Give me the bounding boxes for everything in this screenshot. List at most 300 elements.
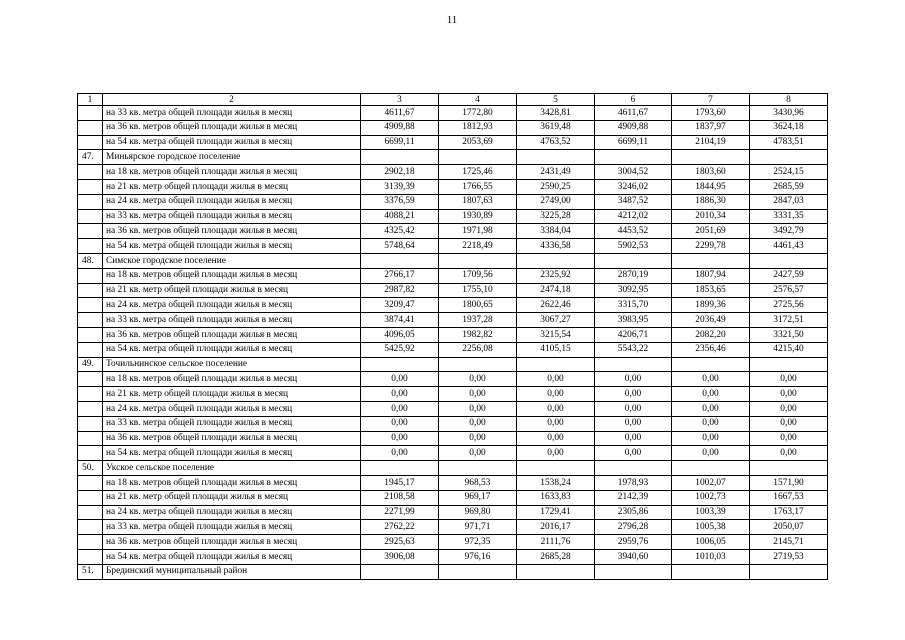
value-cell: 0,00 [672,387,750,402]
row-label: на 18 кв. метров общей площади жилья в месяц [103,268,361,283]
table-row [78,431,828,446]
value-cell: 4909,88 [361,120,439,135]
row-index: 50. [78,461,103,476]
value-cell: 0,00 [750,431,828,446]
row-index [78,179,103,194]
value-cell: 0,00 [595,372,672,387]
table-row [78,253,828,268]
value-cell: 1763,17 [750,505,828,520]
row-label: на 24 кв. метра общей площади жилья в месяц [103,298,361,313]
value-cell: 0,00 [517,372,595,387]
value-cell: 2431,49 [517,165,595,180]
value-cell: 3430,96 [750,106,828,121]
column-header: 3 [361,94,439,106]
row-label: на 36 кв. метров общей площади жилья в месяц [103,535,361,550]
value-cell: 5543,22 [595,342,672,357]
value-cell: 1709,56 [439,268,517,283]
table-row [78,357,828,372]
data-table [77,93,828,580]
value-cell [750,564,828,579]
value-cell: 969,17 [439,490,517,505]
value-cell: 1755,10 [439,283,517,298]
row-label: на 24 кв. метра общей площади жилья в месяц [103,194,361,209]
row-label: на 36 кв. метров общей площади жилья в месяц [103,327,361,342]
value-cell: 4611,67 [595,106,672,121]
value-cell: 2524,15 [750,165,828,180]
value-cell: 3983,95 [595,313,672,328]
table-row [78,224,828,239]
value-cell: 0,00 [672,416,750,431]
row-index [78,387,103,402]
row-index [78,446,103,461]
value-cell: 3619,48 [517,120,595,135]
table-row [78,194,828,209]
value-cell: 2111,76 [517,535,595,550]
value-cell: 1803,60 [672,165,750,180]
value-cell: 0,00 [517,416,595,431]
row-index [78,135,103,150]
value-cell [517,150,595,165]
table-row [78,446,828,461]
value-cell: 2766,17 [361,268,439,283]
row-label: на 21 кв. метр общей площади жилья в месяц [103,283,361,298]
row-label: Укское сельское поселение [103,461,361,476]
value-cell: 2104,19 [672,135,750,150]
value-cell: 972,35 [439,535,517,550]
row-index [78,431,103,446]
row-index [78,535,103,550]
value-cell: 4215,40 [750,342,828,357]
value-cell: 0,00 [361,416,439,431]
value-cell: 4325,42 [361,224,439,239]
value-cell [595,150,672,165]
value-cell: 2016,17 [517,520,595,535]
value-cell [439,357,517,372]
table-row [78,342,828,357]
value-cell: 2082,20 [672,327,750,342]
table-row [78,387,828,402]
value-cell: 0,00 [595,387,672,402]
value-cell: 0,00 [750,401,828,416]
value-cell: 3874,41 [361,313,439,328]
value-cell: 2108,58 [361,490,439,505]
page-number: 11 [446,14,458,26]
row-label: на 54 кв. метра общей площади жилья в месяц [103,549,361,564]
row-index: 47. [78,150,103,165]
value-cell: 4336,58 [517,239,595,254]
table-row [78,106,828,121]
value-cell: 2847,03 [750,194,828,209]
value-cell [361,253,439,268]
value-cell: 0,00 [517,431,595,446]
table-row [78,461,828,476]
value-cell: 0,00 [595,416,672,431]
value-cell: 2053,69 [439,135,517,150]
row-index [78,120,103,135]
row-label: Точильнинское сельское поселение [103,357,361,372]
column-header: 2 [103,94,361,106]
row-index [78,283,103,298]
table-row [78,239,828,254]
value-cell: 0,00 [439,372,517,387]
value-cell: 3246,02 [595,179,672,194]
value-cell: 2145,71 [750,535,828,550]
value-cell: 1729,41 [517,505,595,520]
value-cell: 2576,57 [750,283,828,298]
value-cell: 3906,08 [361,549,439,564]
value-cell: 1807,94 [672,268,750,283]
value-cell: 2305,86 [595,505,672,520]
row-index [78,401,103,416]
column-header: 7 [672,94,750,106]
value-cell [517,357,595,372]
value-cell: 3624,18 [750,120,828,135]
value-cell: 4096,05 [361,327,439,342]
value-cell: 2051,69 [672,224,750,239]
value-cell: 3376,59 [361,194,439,209]
value-cell: 3215,54 [517,327,595,342]
table-row [78,135,828,150]
value-cell: 1978,93 [595,475,672,490]
value-cell: 5748,64 [361,239,439,254]
value-cell [750,150,828,165]
value-cell: 0,00 [672,401,750,416]
value-cell: 1886,30 [672,194,750,209]
value-cell: 3940,60 [595,549,672,564]
value-cell: 2142,39 [595,490,672,505]
row-index [78,313,103,328]
value-cell [361,564,439,579]
value-cell [517,461,595,476]
value-cell [672,357,750,372]
table-row [78,372,828,387]
value-cell: 5902,53 [595,239,672,254]
value-cell: 2685,28 [517,549,595,564]
value-cell: 969,80 [439,505,517,520]
value-cell: 2870,19 [595,268,672,283]
value-cell: 971,71 [439,520,517,535]
row-index [78,209,103,224]
value-cell: 0,00 [517,446,595,461]
value-cell: 0,00 [595,446,672,461]
value-cell: 3172,51 [750,313,828,328]
value-cell: 0,00 [672,431,750,446]
row-label: на 33 кв. метра общей площади жилья в месяц [103,313,361,328]
value-cell: 3492,79 [750,224,828,239]
row-index [78,505,103,520]
value-cell: 0,00 [361,387,439,402]
value-cell: 3004,52 [595,165,672,180]
table-row [78,313,828,328]
row-index [78,268,103,283]
value-cell: 0,00 [517,387,595,402]
value-cell: 2590,25 [517,179,595,194]
value-cell: 0,00 [750,372,828,387]
table-row [78,520,828,535]
value-cell: 1010,03 [672,549,750,564]
value-cell: 1003,39 [672,505,750,520]
row-index [78,342,103,357]
row-label: на 36 кв. метров общей площади жилья в месяц [103,224,361,239]
value-cell: 2925,63 [361,535,439,550]
row-index [78,224,103,239]
value-cell: 0,00 [750,416,828,431]
value-cell: 2959,76 [595,535,672,550]
row-label: на 33 кв. метра общей площади жилья в месяц [103,416,361,431]
value-cell: 3428,81 [517,106,595,121]
value-cell: 1633,83 [517,490,595,505]
value-cell [750,357,828,372]
value-cell: 1538,24 [517,475,595,490]
value-cell [439,253,517,268]
value-cell [361,357,439,372]
value-cell: 3321,50 [750,327,828,342]
column-header: 8 [750,94,828,106]
value-cell: 0,00 [361,372,439,387]
row-index [78,106,103,121]
table-row [78,283,828,298]
value-cell: 0,00 [439,431,517,446]
row-label: на 24 кв. метра общей площади жилья в месяц [103,505,361,520]
value-cell: 2902,18 [361,165,439,180]
value-cell: 2796,28 [595,520,672,535]
value-cell: 1937,28 [439,313,517,328]
row-index [78,298,103,313]
row-label: на 54 кв. метра общей площади жилья в месяц [103,135,361,150]
value-cell: 2299,78 [672,239,750,254]
value-cell: 1772,80 [439,106,517,121]
value-cell: 4909,88 [595,120,672,135]
value-cell: 0,00 [750,446,828,461]
row-label: на 33 кв. метра общей площади жилья в месяц [103,520,361,535]
value-cell: 0,00 [672,446,750,461]
value-cell: 3092,95 [595,283,672,298]
table-body [78,94,828,580]
table-row [78,150,828,165]
value-cell: 0,00 [439,401,517,416]
table-row [78,564,828,579]
value-cell: 1002,07 [672,475,750,490]
row-index: 48. [78,253,103,268]
row-index [78,165,103,180]
value-cell: 2036,49 [672,313,750,328]
value-cell: 0,00 [595,431,672,446]
table-row [78,505,828,520]
table-row [78,179,828,194]
row-index [78,416,103,431]
value-cell: 1945,17 [361,475,439,490]
row-label: на 54 кв. метра общей площади жилья в месяц [103,239,361,254]
value-cell: 6699,11 [361,135,439,150]
value-cell: 1930,89 [439,209,517,224]
row-label: на 21 кв. метр общей площади жилья в месяц [103,179,361,194]
value-cell: 3139,39 [361,179,439,194]
value-cell: 1667,53 [750,490,828,505]
value-cell: 4611,67 [361,106,439,121]
row-index [78,520,103,535]
value-cell: 3225,28 [517,209,595,224]
table-row [78,549,828,564]
value-cell: 0,00 [361,401,439,416]
value-cell: 968,53 [439,475,517,490]
value-cell: 4088,21 [361,209,439,224]
value-cell [517,564,595,579]
value-cell: 3331,35 [750,209,828,224]
column-header: 1 [78,94,103,106]
table-row [78,535,828,550]
row-index: 51. [78,564,103,579]
value-cell: 1982,82 [439,327,517,342]
value-cell: 2719,53 [750,549,828,564]
value-cell: 0,00 [595,401,672,416]
row-label: на 54 кв. метра общей площади жилья в месяц [103,342,361,357]
value-cell: 1725,46 [439,165,517,180]
row-index: 49. [78,357,103,372]
value-cell: 0,00 [439,416,517,431]
value-cell: 2725,56 [750,298,828,313]
value-cell: 3067,27 [517,313,595,328]
value-cell: 0,00 [361,446,439,461]
value-cell [672,253,750,268]
table-row [78,327,828,342]
value-cell: 2987,82 [361,283,439,298]
row-index [78,549,103,564]
value-cell [750,253,828,268]
value-cell: 3384,04 [517,224,595,239]
row-index [78,372,103,387]
value-cell: 3209,47 [361,298,439,313]
row-label: на 21 кв. метр общей площади жилья в месяц [103,490,361,505]
value-cell [595,253,672,268]
value-cell: 4763,52 [517,135,595,150]
value-cell: 0,00 [361,431,439,446]
row-label: на 24 кв. метра общей площади жилья в месяц [103,401,361,416]
value-cell: 2762,22 [361,520,439,535]
value-cell: 2356,46 [672,342,750,357]
row-label: на 18 кв. метров общей площади жилья в месяц [103,165,361,180]
value-cell: 1006,05 [672,535,750,550]
value-cell: 3315,70 [595,298,672,313]
row-label: на 36 кв. метров общей площади жилья в месяц [103,120,361,135]
value-cell: 5425,92 [361,342,439,357]
value-cell: 6699,11 [595,135,672,150]
value-cell: 3487,52 [595,194,672,209]
value-cell [439,564,517,579]
value-cell: 976,16 [439,549,517,564]
value-cell: 1800,65 [439,298,517,313]
value-cell: 0,00 [750,387,828,402]
value-cell [517,253,595,268]
table-row [78,268,828,283]
row-index [78,239,103,254]
value-cell: 1853,65 [672,283,750,298]
value-cell: 2256,08 [439,342,517,357]
row-label: на 54 кв. метра общей площади жилья в месяц [103,446,361,461]
column-header: 6 [595,94,672,106]
header-row [78,94,828,106]
value-cell: 1899,36 [672,298,750,313]
value-cell: 2749,00 [517,194,595,209]
value-cell: 4105,15 [517,342,595,357]
value-cell: 4212,02 [595,209,672,224]
table-row [78,209,828,224]
row-index [78,475,103,490]
value-cell: 0,00 [439,387,517,402]
value-cell: 2218,49 [439,239,517,254]
row-index [78,490,103,505]
value-cell: 1837,97 [672,120,750,135]
table-row [78,416,828,431]
table-row [78,475,828,490]
table-row [78,165,828,180]
row-index [78,327,103,342]
value-cell [750,461,828,476]
value-cell: 1002,73 [672,490,750,505]
row-label: на 33 кв. метра общей площади жилья в месяц [103,209,361,224]
row-label: Симское городское поселение [103,253,361,268]
row-label: на 18 кв. метров общей площади жилья в месяц [103,475,361,490]
value-cell [672,150,750,165]
value-cell: 2325,92 [517,268,595,283]
row-label: Брединский муниципальный район [103,564,361,579]
value-cell: 2271,99 [361,505,439,520]
value-cell: 1807,63 [439,194,517,209]
value-cell [595,357,672,372]
column-header: 4 [439,94,517,106]
row-label: на 21 кв. метр общей площади жилья в месяц [103,387,361,402]
row-index [78,194,103,209]
value-cell: 2050,07 [750,520,828,535]
value-cell [595,564,672,579]
table-row [78,120,828,135]
table-row [78,490,828,505]
row-label: на 36 кв. метров общей площади жилья в месяц [103,431,361,446]
row-label: на 33 кв. метра общей площади жилья в месяц [103,106,361,121]
value-cell [672,461,750,476]
value-cell: 1793,60 [672,106,750,121]
value-cell [439,150,517,165]
value-cell: 2427,59 [750,268,828,283]
value-cell: 1005,38 [672,520,750,535]
value-cell: 1571,90 [750,475,828,490]
value-cell: 1971,98 [439,224,517,239]
value-cell: 2474,18 [517,283,595,298]
value-cell: 4206,71 [595,327,672,342]
value-cell: 0,00 [672,372,750,387]
value-cell [595,461,672,476]
value-cell: 1844,95 [672,179,750,194]
table-row [78,298,828,313]
value-cell: 4461,43 [750,239,828,254]
value-cell: 2010,34 [672,209,750,224]
row-label: на 18 кв. метров общей площади жилья в месяц [103,372,361,387]
value-cell: 4453,52 [595,224,672,239]
value-cell [361,150,439,165]
value-cell: 1766,55 [439,179,517,194]
value-cell: 2685,59 [750,179,828,194]
value-cell: 1812,93 [439,120,517,135]
value-cell: 2622,46 [517,298,595,313]
row-label: Миньярское городское поселение [103,150,361,165]
value-cell [361,461,439,476]
value-cell [672,564,750,579]
value-cell: 0,00 [517,401,595,416]
value-cell: 0,00 [439,446,517,461]
value-cell: 4783,51 [750,135,828,150]
column-header: 5 [517,94,595,106]
value-cell [439,461,517,476]
table-row [78,401,828,416]
